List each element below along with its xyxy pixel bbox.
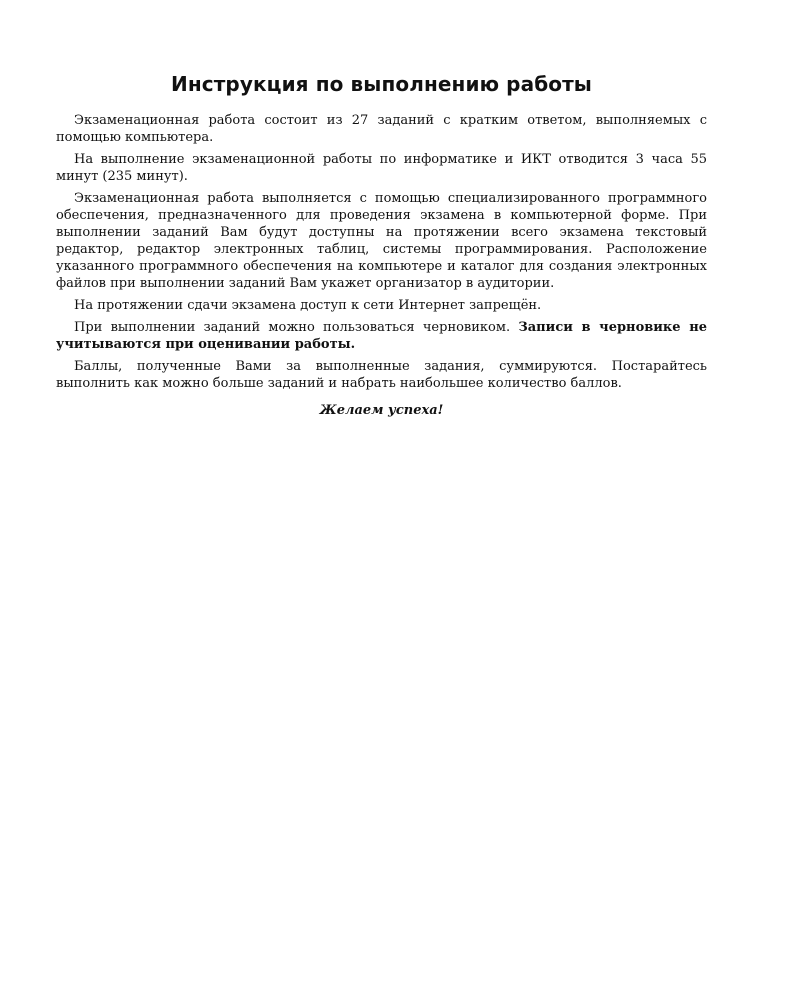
paragraph-scoring: Баллы, полученные Вами за выполненные задания, суммируются. Постарайтесь выполнить как можно больше заданий и набрать наибольшее количество баллов.	[56, 359, 707, 391]
paragraph-task-count: Экзаменационная работа состоит из 27 заданий с кратким ответом, выполняемых с помощью компьютера.	[56, 113, 707, 145]
page-title: Инструкция по выполнению работы	[171, 72, 592, 96]
draft-text: При выполнении заданий можно пользоваться черновиком.	[74, 320, 519, 335]
instruction-page	[56, 72, 707, 418]
paragraph-internet: На протяжении сдачи экзамена доступ к сети Интернет запрещён.	[74, 298, 542, 313]
paragraph-software: Экзаменационная работа выполняется с помощью специализированного программного обеспечения, предназначенного для проведения экзамена в компьютерной форме. При выполнении заданий Вам будут доступны на протяжении всего экзамена текстовый редактор, редактор электронных таблиц, системы программирования. Расположение указанного программного обеспечения на компьютере и каталог для создания электронных файлов при выполнении заданий Вам укажет организатор в аудитории.	[56, 191, 707, 291]
draft-warning: Записи в черновике не учитываются при оценивании работы.	[56, 320, 707, 352]
paragraph-draft	[56, 319, 707, 353]
paragraph-duration: На выполнение экзаменационной работы по информатике и ИКТ отводится 3 часа 55 минут (235 минут).	[56, 152, 707, 184]
closing-wish: Желаем успеха!	[319, 403, 444, 418]
